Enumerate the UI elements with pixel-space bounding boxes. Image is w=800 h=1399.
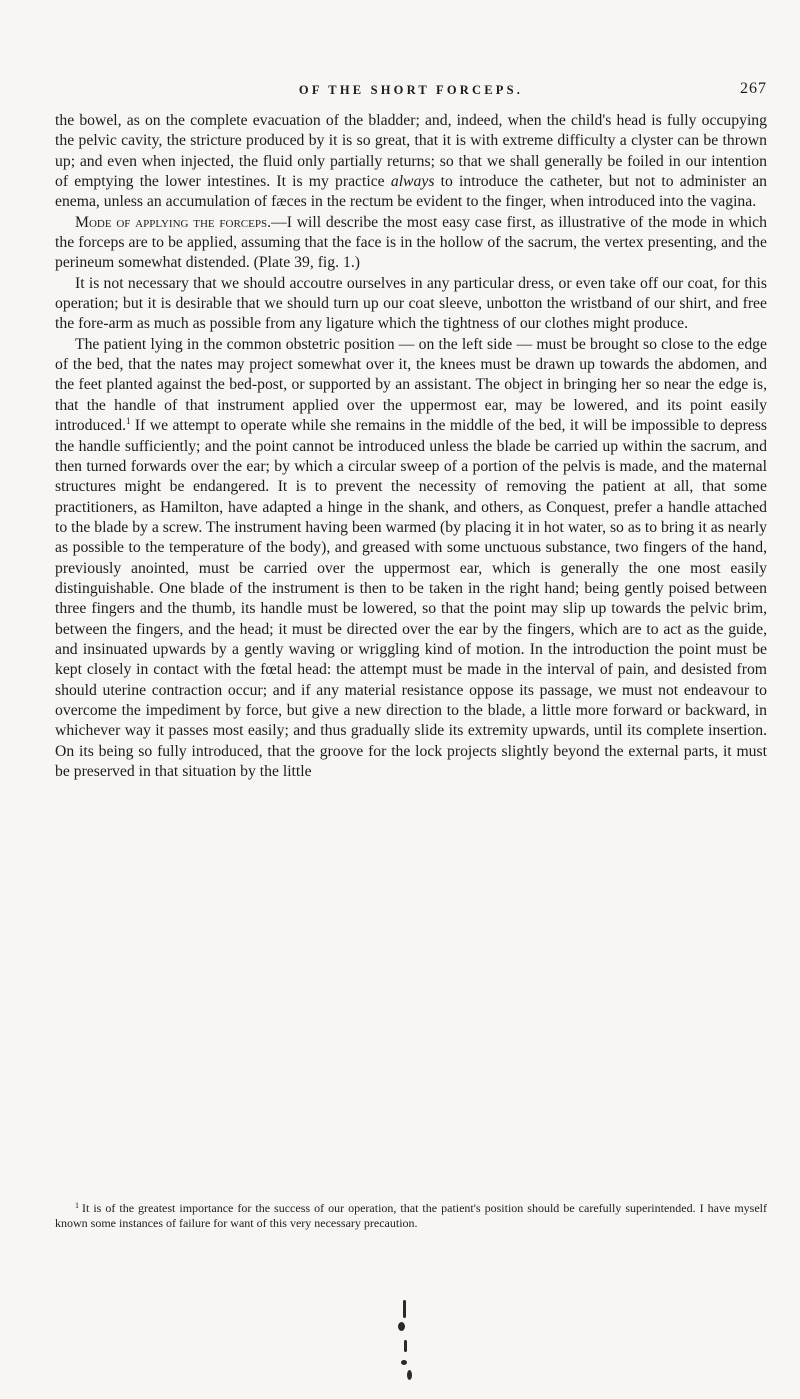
footnote-paragraph	[55, 1201, 767, 1230]
running-title: OF THE SHORT FORCEPS.	[298, 83, 524, 97]
running-head	[55, 80, 767, 103]
scan-speck	[407, 1370, 412, 1380]
scan-speck	[398, 1322, 405, 1331]
paragraph-text: If we attempt to operate while she remains in the middle of the bed, it will be impossible to depress the handle sufficiently; and the point cannot be introduced unless the blade be carried up within the sacrum, and then turned forwards over the ear; by which a circular sweep of a portion of the pelvis is made, and the maternal structures might be endangered. It is to prevent the necessity of removing the patient at all, that some practitioners, as Hamilton, have adapted a hinge in the shank, and others, as Conquest, prefer a handle attached to the blade by a screw. The instrument having been warmed (by placing it in hot water, so as to bring it as nearly as possible to the temperature of the body), and greased with some unctuous substance, two fingers of the hand, previously anointed, must be carried over the uppermost ear, which is generally the one most easily distinguishable. One blade of the instrument is then to be taken in the right hand; being gently poised between three fingers and the thumb, its handle must be lowered, so that the point may slip up towards the pelvic brim, between the fingers, and the head; it must be directed over the ear by the fingers, which are to act as the guide, and insinuated upwards by a gently waving or wriggling kind of motion. In the introduction the point must be kept closely in contact with the fœtal head: the attempt must be made in the interval of pain, and desisted from should uterine contraction occur; and if any material resistance oppose its passage, we must not endeavour to overcome the impediment by force, but give a new direction to the blade, a little more forward or backward, in whichever way it passes most easily; and thus gradually slide its extremity upwards, until its complete insertion. On its being so fully introduced, that the groove for the lock projects slightly beyond the external parts, it must be preserved in that situation by the little	[55, 417, 767, 780]
paragraph-text: —I will describe the most easy case first, as illustrative of the mode in which the forceps are to be applied, assuming that the face is in the hollow of the sacrum, the vertex presenting, and the perineum somewhat distended. (Plate 39, fig. 1.)	[55, 213, 767, 272]
paragraph-continued	[55, 111, 767, 213]
scan-speck	[403, 1300, 406, 1318]
body-text	[55, 111, 767, 782]
section-heading: Mode of applying the forceps.	[75, 213, 272, 231]
paragraph-patient-position	[55, 335, 767, 783]
emphasis-always: always	[390, 173, 435, 191]
page-number: 267	[740, 80, 767, 97]
paragraph-text: The patient lying in the common obstetric position — on the left side — must be brought so close to the edge of the bed, that the nates may project somewhat over it, the knees must be drawn up towards the abdomen, and the feet planted against the bed-post, or supported by an assistant. The object in bringing her so near the edge is, that the handle of that instrument applied over the uppermost ear, may be lowered, and its point easily introduced.	[55, 335, 767, 435]
paragraph-dress	[55, 274, 767, 335]
footnote	[55, 1201, 767, 1230]
scan-speck	[401, 1360, 407, 1365]
footnote-mark: 1	[75, 1201, 79, 1210]
footnote-text: It is of the greatest importance for the success of our operation, that the patient's position should be carefully superintended. I have myself known some instances of failure for want of this very necessary precaution.	[55, 1201, 767, 1230]
scan-speck	[404, 1340, 407, 1352]
paragraph-text: the bowel, as on the complete evacuation of the bladder; and, indeed, when the child's head is fully occupying the pelvic cavity, the stricture produced by it is so great, that it is with extreme difficulty a clyster can be thrown up; and even when injected, the fluid only partially returns; so that we shall generally be foiled in our intention of emptying the lower intestines. It is my practice	[55, 112, 767, 191]
footnote-reference: 1	[126, 416, 131, 427]
paragraph-text: It is not necessary that we should accoutre ourselves in any particular dress, or even take off our coat, for this operation; but it is desirable that we should turn up our coat sleeve, unbotton the wristband of our shirt, and free the fore-arm as much as possible from any ligature which the tightness of our clothes might produce.	[55, 274, 767, 333]
paragraph-mode-of-applying	[55, 213, 767, 274]
paragraph-text: to introduce the catheter, but not to administer an enema, unless an accumulation of fæces in the rectum be evident to the finger, when introduced into the vagina.	[55, 173, 768, 211]
